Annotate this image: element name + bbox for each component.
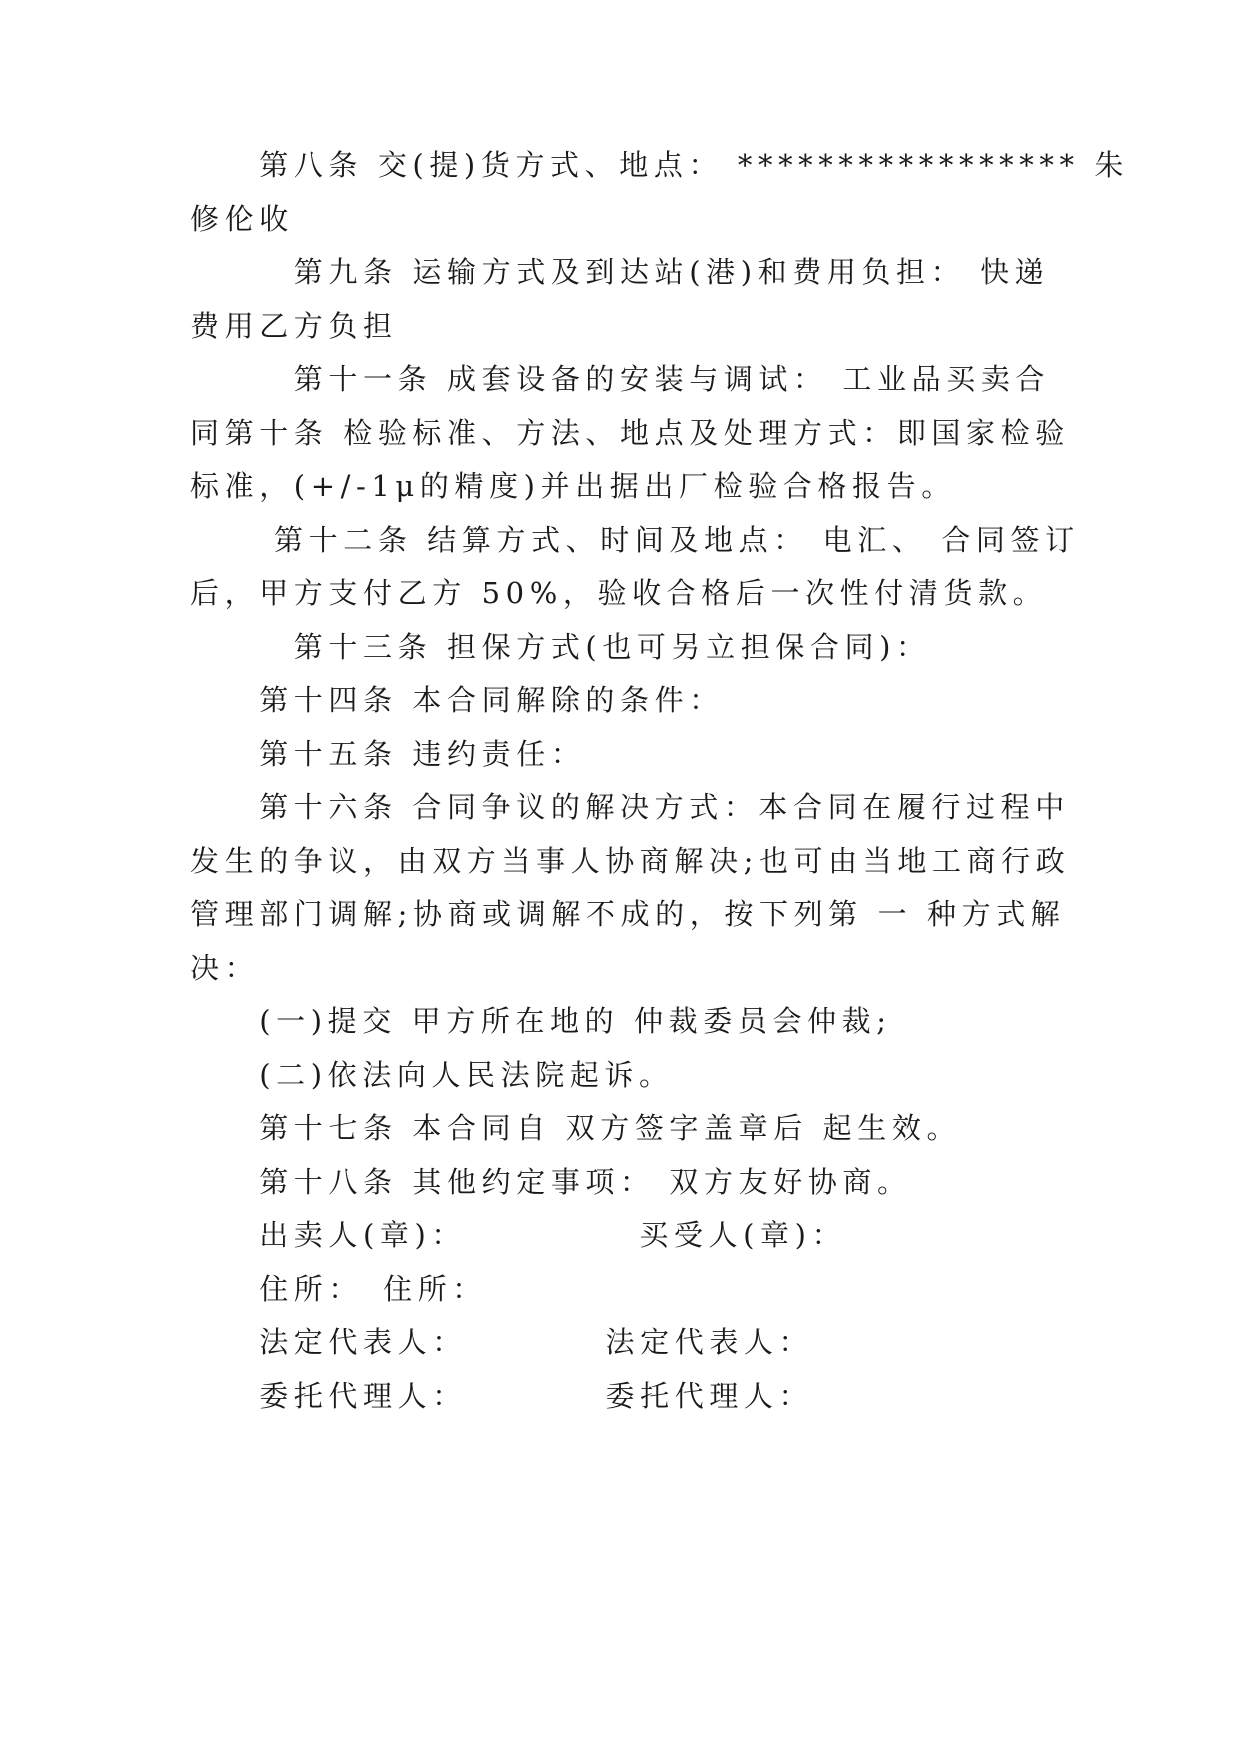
article-16-line-1: 第十六条 合同争议的解决方式：本合同在履行过程中 [190,790,1070,824]
dispute-option-1: (一)提交 甲方所在地的 仲裁委员会仲裁; [190,1004,892,1038]
article-14-line: 第十四条 本合同解除的条件： [190,683,724,717]
article-8-line-1: 第八条 交(提)货方式、地点： ***************** 朱 [190,148,1129,182]
article-12-line-1: 第十二条 结算方式、时间及地点： 电汇、 合同签订 [190,523,1080,557]
signature-seller-buyer: 出卖人(章)： 买受人(章)： [190,1218,847,1252]
signature-authorized-agent: 委托代理人： 委托代理人： [190,1379,814,1413]
article-9-line-1: 第九条 运输方式及到达站(港)和费用负担： 快递 [190,255,1050,289]
article-11-line-1: 第十一条 成套设备的安装与调试： 工业品买卖合 [190,362,1051,396]
signature-legal-representative: 法定代表人： 法定代表人： [190,1325,814,1359]
article-8-line-2: 修伦收 [190,202,294,236]
article-9-line-2: 费用乙方负担 [190,309,398,343]
article-15-line: 第十五条 违约责任： [190,737,586,771]
signature-address: 住所： 住所： [190,1272,487,1306]
article-12-line-2: 后，甲方支付乙方 50%，验收合格后一次性付清货款。 [190,576,1048,610]
dispute-option-2: (二)依法向人民法院起诉。 [190,1058,674,1092]
article-11-line-3: 标准，(+/-1μ的精度)并出据出厂检验合格报告。 [190,469,956,503]
article-13-line: 第十三条 担保方式(也可另立担保合同)： [190,630,931,664]
article-16-line-3: 管理部门调解;协商或调解不成的，按下列第 一 种方式解 [190,897,1066,931]
article-17-line: 第十七条 本合同自 双方签字盖章后 起生效。 [190,1111,962,1145]
article-16-line-4: 决： [190,951,260,985]
article-11-line-2: 同第十条 检验标准、方法、地点及处理方式：即国家检验 [190,416,1070,450]
article-18-line: 第十八条 其他约定事项： 双方友好协商。 [190,1165,912,1199]
article-16-line-2: 发生的争议，由双方当事人协商解决;也可由当地工商行政 [190,844,1071,878]
